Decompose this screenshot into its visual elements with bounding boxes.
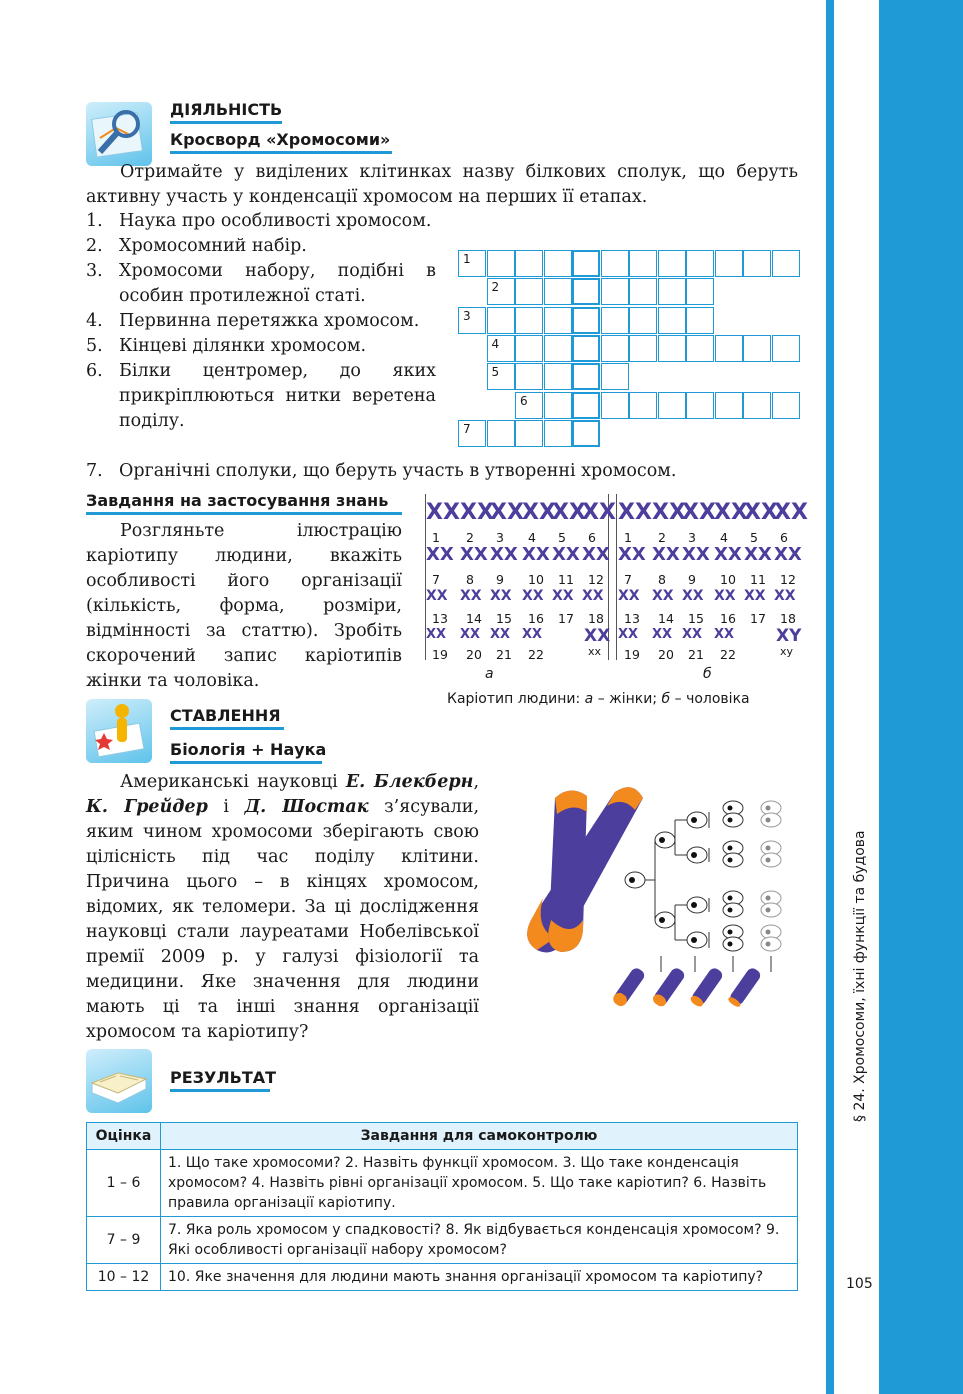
question-list xyxy=(86,209,436,434)
chromosome-number: 4 xyxy=(720,530,728,545)
crossword-cell xyxy=(544,307,572,334)
chromosome-pair: XX xyxy=(618,627,639,642)
side-stripe-edge xyxy=(826,0,834,1394)
crossword-clue-number: 4 xyxy=(491,336,500,351)
crossword-cell xyxy=(629,392,657,419)
column-header-grade: Оцінка xyxy=(87,1123,161,1150)
crossword-clue-number: 7 xyxy=(463,421,471,436)
crossword-clue-number: 1 xyxy=(463,252,471,266)
result-heading: РЕЗУЛЬТАТ xyxy=(170,1068,276,1092)
crossword-cell xyxy=(601,392,629,419)
chromosome-number: 9 xyxy=(688,572,696,587)
crossword-cell xyxy=(629,335,657,362)
crossword-cell xyxy=(658,335,686,362)
page-number: 105 xyxy=(846,1276,873,1292)
chromosome-number: 1 xyxy=(624,530,632,545)
chromosome-pair: XX xyxy=(682,627,703,642)
chromosome-number: 9 xyxy=(496,572,504,587)
self-control-table xyxy=(86,1122,798,1291)
chromosome-pair: XX xyxy=(714,544,742,565)
crossword-cell xyxy=(515,307,543,334)
chromosome-pair: XX xyxy=(460,627,481,642)
chromosome-pair: XX xyxy=(652,588,674,604)
biology-science-heading: Біологія + Наука xyxy=(170,740,326,764)
crossword-cell xyxy=(743,335,771,362)
chromosome-pair: XX xyxy=(490,500,524,525)
chromosome-pair: XX xyxy=(652,500,686,525)
sex-chromosome-pair: XY xyxy=(776,626,802,646)
crossword-cell xyxy=(658,278,686,305)
chromosome-number: 17 xyxy=(750,611,766,626)
chromosome-pair: XX xyxy=(522,500,556,525)
chromosome-pair: XX xyxy=(682,500,716,525)
crossword-heading: Кросворд «Хромосоми» xyxy=(170,130,392,154)
column-header-task: Завдання для самоконтролю xyxy=(161,1123,798,1150)
sex-chromosome-label: xx xyxy=(588,645,602,658)
chromosome-pair: XX xyxy=(744,500,778,525)
crossword-cell xyxy=(658,250,686,277)
chromosome-number: 6 xyxy=(780,530,788,545)
crossword-cell xyxy=(515,392,543,419)
chromosome-pair: XX xyxy=(522,627,543,642)
chromosome-number: 2 xyxy=(466,530,474,545)
crossword-cell xyxy=(686,392,714,419)
chromosome-number: 13 xyxy=(624,611,640,626)
chromosome-number: 3 xyxy=(496,530,504,545)
karyotype-label-b: б xyxy=(703,666,712,682)
chromosome-pair: XX xyxy=(714,588,736,604)
chromosome-number: 14 xyxy=(466,611,482,626)
question-item: 4. Первинна перетяжка хромосом. xyxy=(86,311,420,331)
table-header-row xyxy=(87,1123,798,1150)
chromosome-number: 20 xyxy=(466,647,482,662)
telomere-illustration xyxy=(495,780,800,1010)
task-cell: 10. Яке значення для людини мають знання організації хромосом та каріотипу? xyxy=(161,1264,798,1291)
chromosome-pair: XX xyxy=(774,588,796,604)
question-item: 6. Білки центромер, до яких прикріплюються нитки веретена поділу. xyxy=(86,361,436,431)
chromosome-number: 12 xyxy=(588,572,604,587)
crossword-cell xyxy=(743,392,771,419)
attitude-heading: СТАВЛЕННЯ xyxy=(170,706,284,730)
crossword-cell xyxy=(658,307,686,334)
activity-intro: Отримайте у виділених клітинках назву білкових сполук, що беруть активну участь у конденсації хромосом на перших її етапах. xyxy=(86,162,798,207)
chromosome-number: 14 xyxy=(658,611,674,626)
question-item: 5. Кінцеві ділянки хромосом. xyxy=(86,336,367,356)
chromosome-number: 10 xyxy=(720,572,736,587)
crossword-cell xyxy=(544,250,572,277)
chromosome-pair: XX xyxy=(618,544,646,565)
chromosome-pair: XX xyxy=(682,544,710,565)
crossword-highlighted-cell xyxy=(572,335,600,362)
chromosome-pair: XX xyxy=(460,544,488,565)
chromosome-pair: XX xyxy=(490,627,511,642)
chromosome-number: 3 xyxy=(688,530,696,545)
crossword-cell xyxy=(487,307,515,334)
crossword-cell xyxy=(715,250,743,277)
question-item: 7. Органічні сполуки, що беруть участь в утворенні хромосом. xyxy=(86,461,677,481)
chromosome-number: 8 xyxy=(658,572,666,587)
chromosome-pair: XX xyxy=(652,627,673,642)
crossword-cell xyxy=(601,363,629,390)
crossword-highlighted-cell xyxy=(572,250,600,277)
crossword-cell xyxy=(458,250,486,277)
chromosome-number: 1 xyxy=(432,530,440,545)
chromosome-number: 2 xyxy=(658,530,666,545)
crossword-cell xyxy=(686,335,714,362)
chromosome-pair: XX xyxy=(460,500,494,525)
crossword-cell xyxy=(487,250,515,277)
chromosome-number: 19 xyxy=(624,647,640,662)
chromosome-number: 7 xyxy=(432,572,440,587)
attitude-text: Американські науковці Е. Блекберн, К. Грейдер і Д. Шостак з’ясували, яким чином хромосоми зберігають свою цілісність під час поділу клітини. Причина цього – в кінцях хромосом, відомих, як теломери. За ці дослідження науковці стали лауреатами Нобелівської премії 2009 р. у галузі фізіології та медицини. Яке значення для людини мають ці та інші знання організації хромосом та каріотипу? xyxy=(86,772,480,1042)
crossword-cell xyxy=(515,250,543,277)
chromosome-pair: XX xyxy=(582,588,604,604)
crossword-cell xyxy=(601,278,629,305)
chromosome-pair: XX xyxy=(774,500,808,525)
chromosome-pair: XX xyxy=(714,627,735,642)
chromosome-number: 21 xyxy=(688,647,704,662)
chromosome-number: 8 xyxy=(466,572,474,587)
chromosome-pair: XX xyxy=(552,544,580,565)
sex-chromosome-pair: XX xyxy=(584,626,611,646)
chromosome-pair: XX xyxy=(490,544,518,565)
chromosome-pair: XX xyxy=(426,627,447,642)
crossword-cell xyxy=(515,420,543,447)
task-cell: 1. Що таке хромосоми? 2. Назвіть функції хромосом. 3. Що таке конденсація хромосом? 4. Назвіть рівні організації хромосом. 5. Що таке каріотип? 6. Назвіть правила організації каріотипу. xyxy=(161,1150,798,1217)
crossword-cell xyxy=(772,392,800,419)
crossword-highlighted-cell xyxy=(572,363,600,390)
crossword-cell xyxy=(772,335,800,362)
crossword-cell xyxy=(515,335,543,362)
crossword-cell xyxy=(686,250,714,277)
karyotype-label-a: а xyxy=(485,666,494,682)
question-item: 2. Хромосомний набір. xyxy=(86,236,307,256)
chromosome-drawing xyxy=(527,787,643,952)
crossword-cell xyxy=(544,335,572,362)
chromosome-number: 15 xyxy=(688,611,704,626)
chromosome-pair: XX xyxy=(426,500,460,525)
chromosome-pair: XX xyxy=(552,588,574,604)
table-row xyxy=(87,1264,798,1291)
crossword-cell xyxy=(544,392,572,419)
crossword-cell xyxy=(515,278,543,305)
side-stripe xyxy=(879,0,963,1394)
chromosome-pair: XX xyxy=(522,588,544,604)
chromosome-pair: XX xyxy=(744,588,766,604)
grade-cell: 10 – 12 xyxy=(87,1264,161,1291)
crossword-grid xyxy=(458,250,800,450)
chromosome-number: 22 xyxy=(528,647,544,662)
crossword-clue-number: 2 xyxy=(491,280,500,295)
grade-cell: 7 – 9 xyxy=(87,1217,161,1264)
crossword-highlighted-cell xyxy=(572,307,600,334)
chromosome-number: 10 xyxy=(528,572,544,587)
chromosome-pair: XX xyxy=(714,500,748,525)
result-icon xyxy=(86,1049,152,1113)
chromosome-pair: XX xyxy=(744,544,772,565)
question-item: 3. Хромосоми набору, подібні в особин протилежної статі. xyxy=(86,261,436,306)
chromosome-pair: XX xyxy=(552,500,586,525)
grade-cell: 1 – 6 xyxy=(87,1150,161,1217)
crossword-cell xyxy=(629,250,657,277)
crossword-cell xyxy=(658,392,686,419)
chromosome-pair: XX xyxy=(652,544,680,565)
crossword-clue-number: 5 xyxy=(491,365,500,380)
chromosome-number: 6 xyxy=(588,530,596,545)
chromosome-pair: XX xyxy=(490,588,512,604)
chromosome-number: 17 xyxy=(558,611,574,626)
chromosome-number: 15 xyxy=(496,611,512,626)
chromosome-number: 18 xyxy=(588,611,604,626)
crossword-cell xyxy=(743,250,771,277)
chromosome-pair: XX xyxy=(460,588,482,604)
crossword-cell xyxy=(487,363,515,390)
crossword-cell xyxy=(458,420,486,447)
attitude-icon xyxy=(86,699,152,763)
side-chapter-title: § 24. Хромосоми, їхні функції та будова xyxy=(852,830,868,1122)
task-cell: 7. Яка роль хромосом у спадковості? 8. Як відбувається конденсація хромосом? 9. Які особливості організації набору хромосом? xyxy=(161,1217,798,1264)
crossword-cell xyxy=(629,278,657,305)
chromosome-number: 11 xyxy=(558,572,574,587)
crossword-cell xyxy=(601,250,629,277)
crossword-highlighted-cell xyxy=(572,278,600,305)
chromosome-number: 13 xyxy=(432,611,448,626)
crossword-highlighted-cell xyxy=(572,392,600,419)
chromosome-pair: XX xyxy=(426,544,454,565)
chromosome-number: 11 xyxy=(750,572,766,587)
crossword-cell xyxy=(772,250,800,277)
crossword-cell xyxy=(544,363,572,390)
task-heading: Завдання на застосування знань xyxy=(86,491,402,515)
chromosome-pair: XX xyxy=(582,544,610,565)
chromosome-number: 18 xyxy=(780,611,796,626)
activity-heading: ДІЯЛЬНІСТЬ xyxy=(170,100,282,124)
crossword-cell xyxy=(715,335,743,362)
chromosome-pair: XX xyxy=(618,588,640,604)
crossword-cell xyxy=(487,420,515,447)
chromosome-number: 5 xyxy=(750,530,758,545)
crossword-cell xyxy=(601,307,629,334)
crossword-clue-number: 3 xyxy=(463,308,471,323)
table-row xyxy=(87,1150,798,1217)
crossword-cell xyxy=(686,307,714,334)
chromosome-number: 16 xyxy=(720,611,736,626)
crossword-cell xyxy=(715,392,743,419)
karyotype-caption: Каріотип людини: а – жінки; б – чоловіка xyxy=(447,691,750,707)
activity-icon xyxy=(86,102,152,166)
crossword-cell xyxy=(515,363,543,390)
chromosome-pair: XX xyxy=(426,588,448,604)
crossword-cell xyxy=(686,278,714,305)
task-text: Розгляньте ілюстрацію каріотипу людини, вкажіть особливості його організації (кількість, форма, розміри, відмінності за статтю). Зробіть скорочений запис каріотипів жінки та чоловіка. xyxy=(86,521,402,691)
crossword-cell xyxy=(629,307,657,334)
chromosome-pair: XX xyxy=(582,500,616,525)
question-item: 1. Наука про особливості хромосом. xyxy=(86,211,432,231)
chromosome-pair: XX xyxy=(522,544,550,565)
crossword-cell xyxy=(601,335,629,362)
crossword-highlighted-cell xyxy=(572,420,600,447)
sex-chromosome-label: xy xyxy=(780,645,794,658)
table-row xyxy=(87,1217,798,1264)
chromosome-number: 12 xyxy=(780,572,796,587)
chromosome-pair: XX xyxy=(682,588,704,604)
chromosome-number: 5 xyxy=(558,530,566,545)
crossword-cell xyxy=(544,420,572,447)
crossword-cell xyxy=(544,278,572,305)
chromosome-number: 20 xyxy=(658,647,674,662)
crossword-cell xyxy=(458,307,486,334)
chromosome-number: 7 xyxy=(624,572,632,587)
crossword-cell xyxy=(487,278,515,305)
crossword-cell xyxy=(487,335,515,362)
chromosome-number: 16 xyxy=(528,611,544,626)
chromosome-number: 22 xyxy=(720,647,736,662)
chromosome-number: 21 xyxy=(496,647,512,662)
chromosome-pair: XX xyxy=(618,500,652,525)
chromosome-pair: XX xyxy=(774,544,802,565)
chromosome-number: 19 xyxy=(432,647,448,662)
chromosome-number: 4 xyxy=(528,530,536,545)
crossword-clue-number: 6 xyxy=(520,393,528,408)
